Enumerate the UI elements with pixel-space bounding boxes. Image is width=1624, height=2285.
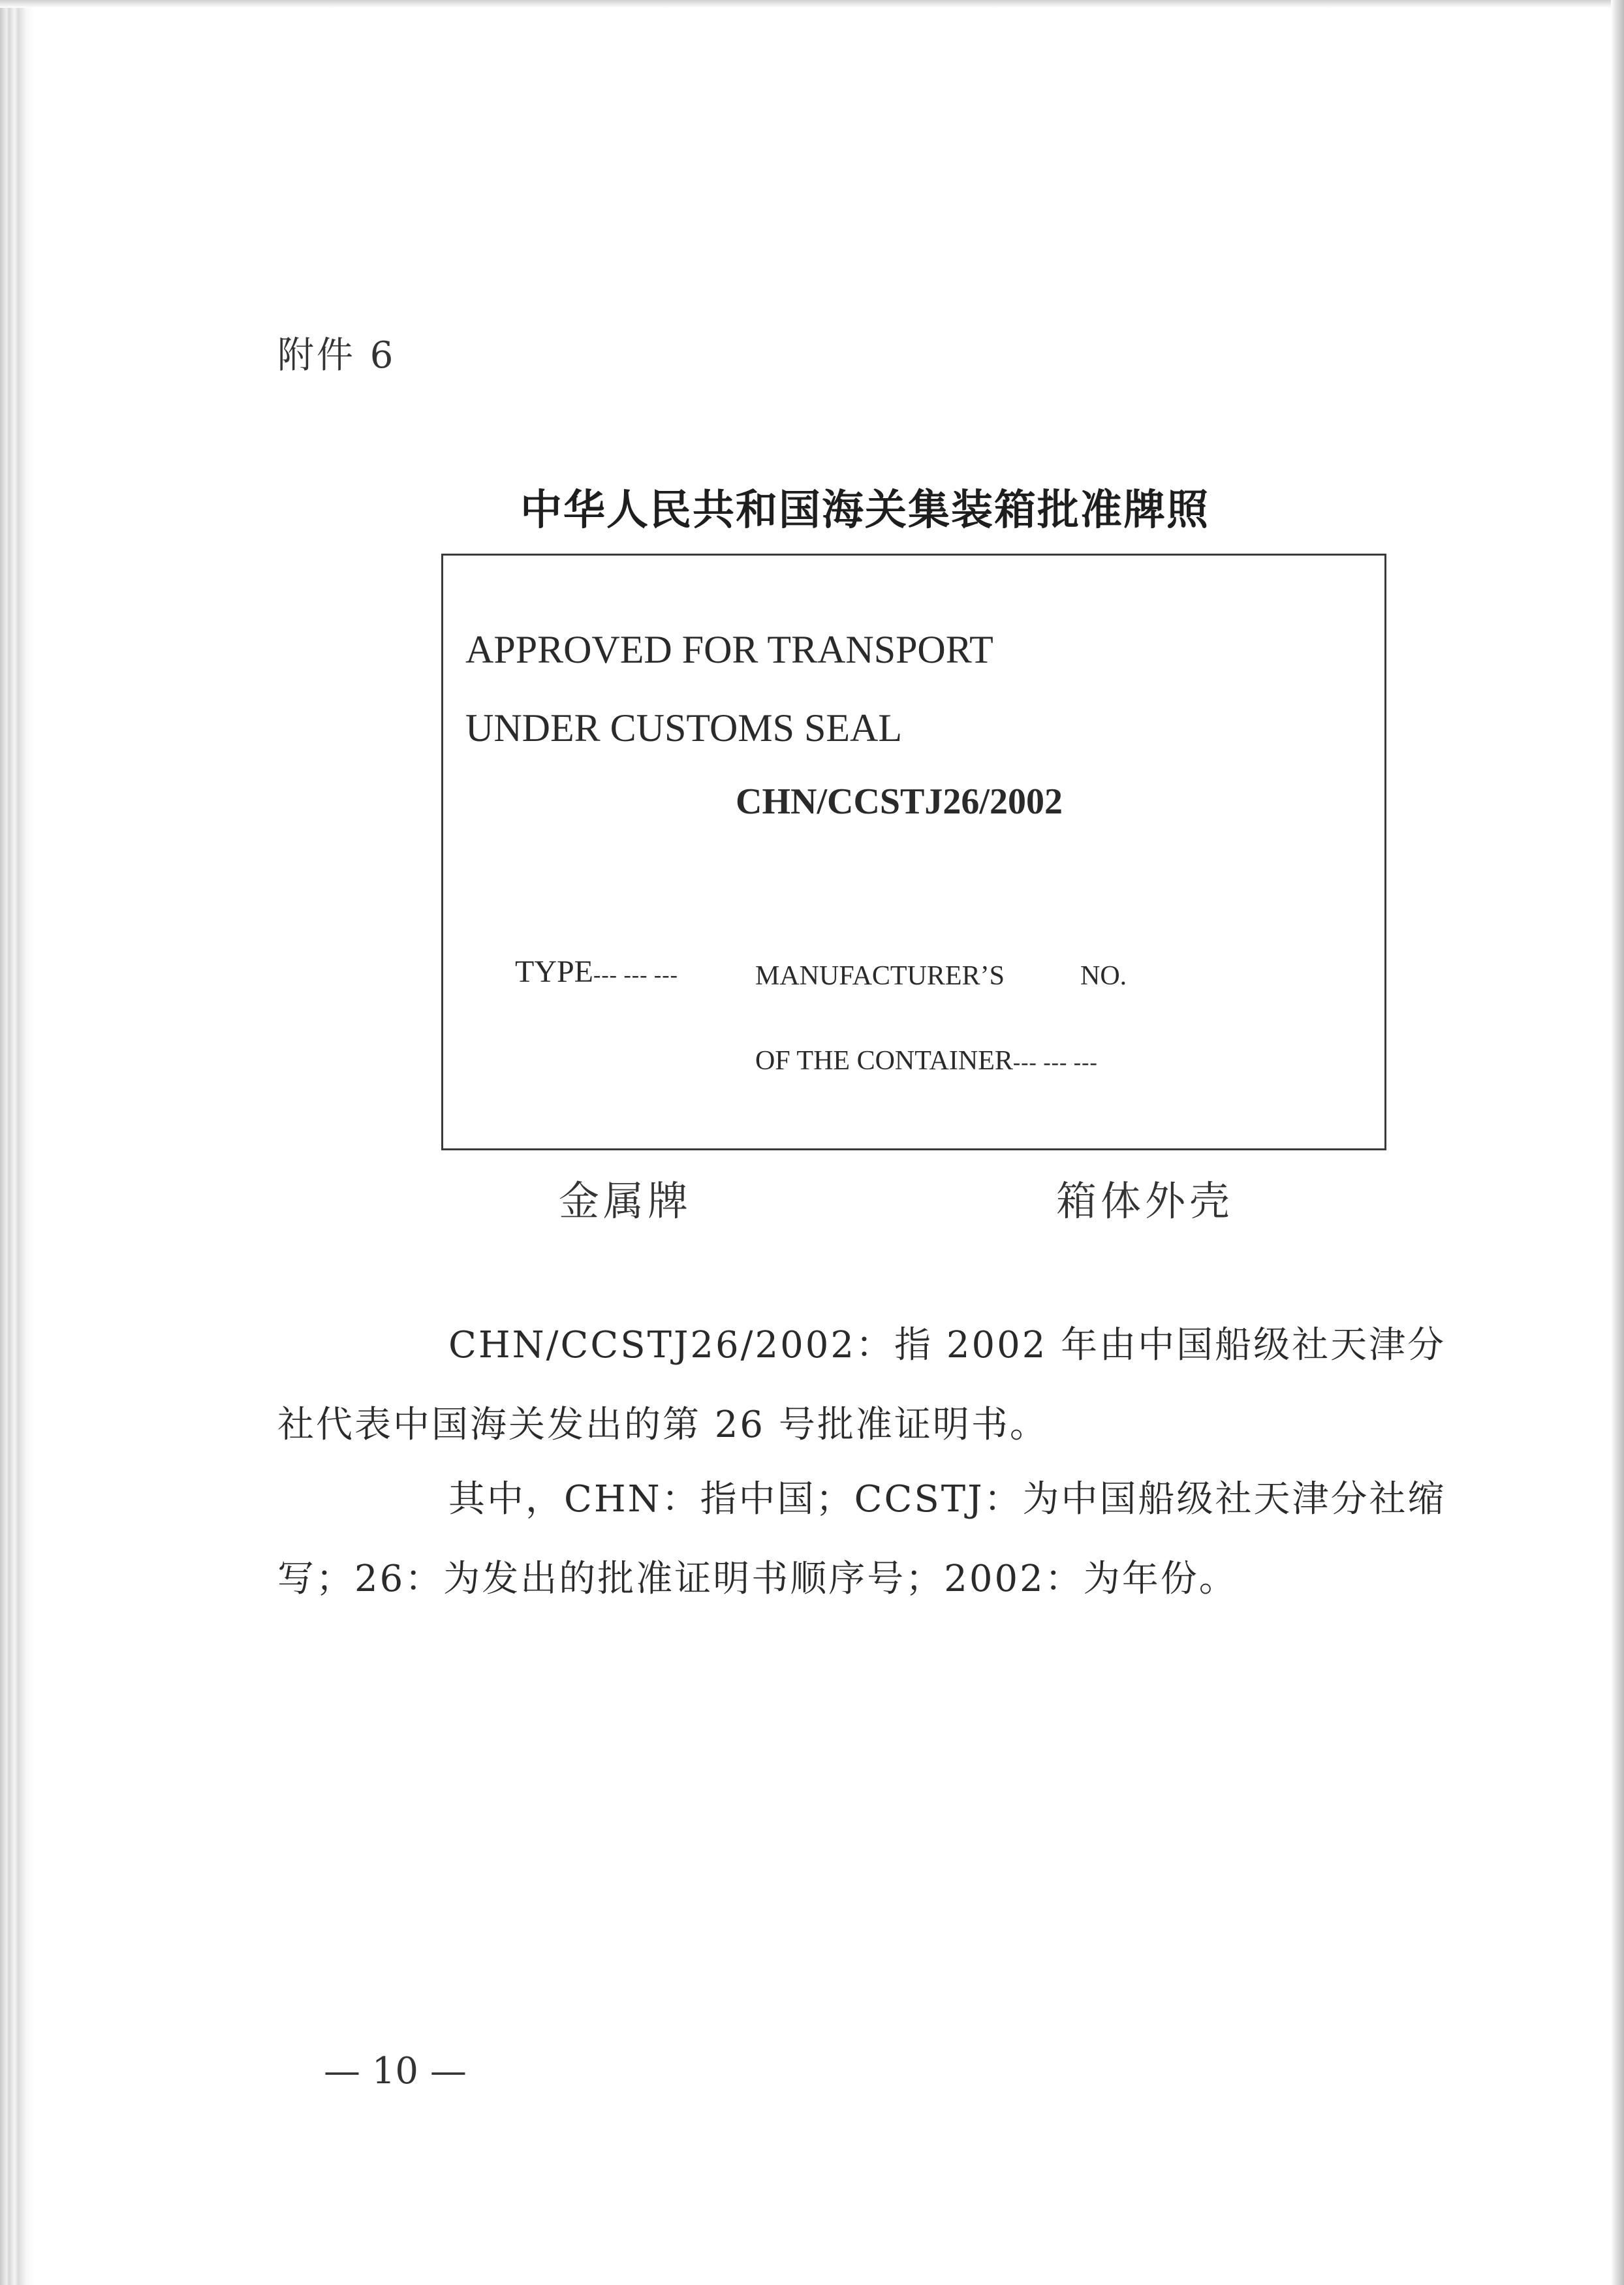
plate-container-label: OF THE CONTAINER [755, 1046, 1013, 1076]
document-title: 中华人民共和国海关集装箱批准牌照 [520, 486, 1210, 535]
page-number: — 10 — [324, 2050, 467, 2092]
plate-no-label: NO. [1080, 961, 1127, 991]
plate-container-field [755, 1045, 1098, 1077]
caption-metal-plate: 金属牌 [559, 1177, 693, 1225]
plate-approved-line: APPROVED FOR TRANSPORT [465, 628, 993, 671]
plate-seal-line: UNDER CUSTOMS SEAL [465, 706, 902, 749]
explanation-paragraph-1: CHN/CCSTJ26/2002：指 2002 年由中国船级社天津分社代表中国海关发出的第 26 号批准证明书。 [277, 1324, 1446, 1446]
attachment-label: 附件 6 [277, 334, 396, 377]
plate-type-fill: --- --- --- [593, 963, 678, 987]
plate-approval-number: CHN/CCSTJ26/2002 [736, 781, 1063, 822]
plate-type-label: TYPE [515, 954, 593, 989]
plate-container-fill: --- --- --- [1012, 1050, 1098, 1075]
plate-manufacturer-label: MANUFACTURER’S [755, 961, 1005, 991]
approval-plate [441, 554, 1386, 1150]
caption-container-shell: 箱体外壳 [1056, 1177, 1234, 1225]
plate-type-field [515, 954, 678, 990]
explanation-paragraph-2: 其中，CHN：指中国；CCSTJ：为中国船级社天津分社缩写；26：为发出的批准证明书顺序号；2002：为年份。 [277, 1478, 1446, 1600]
